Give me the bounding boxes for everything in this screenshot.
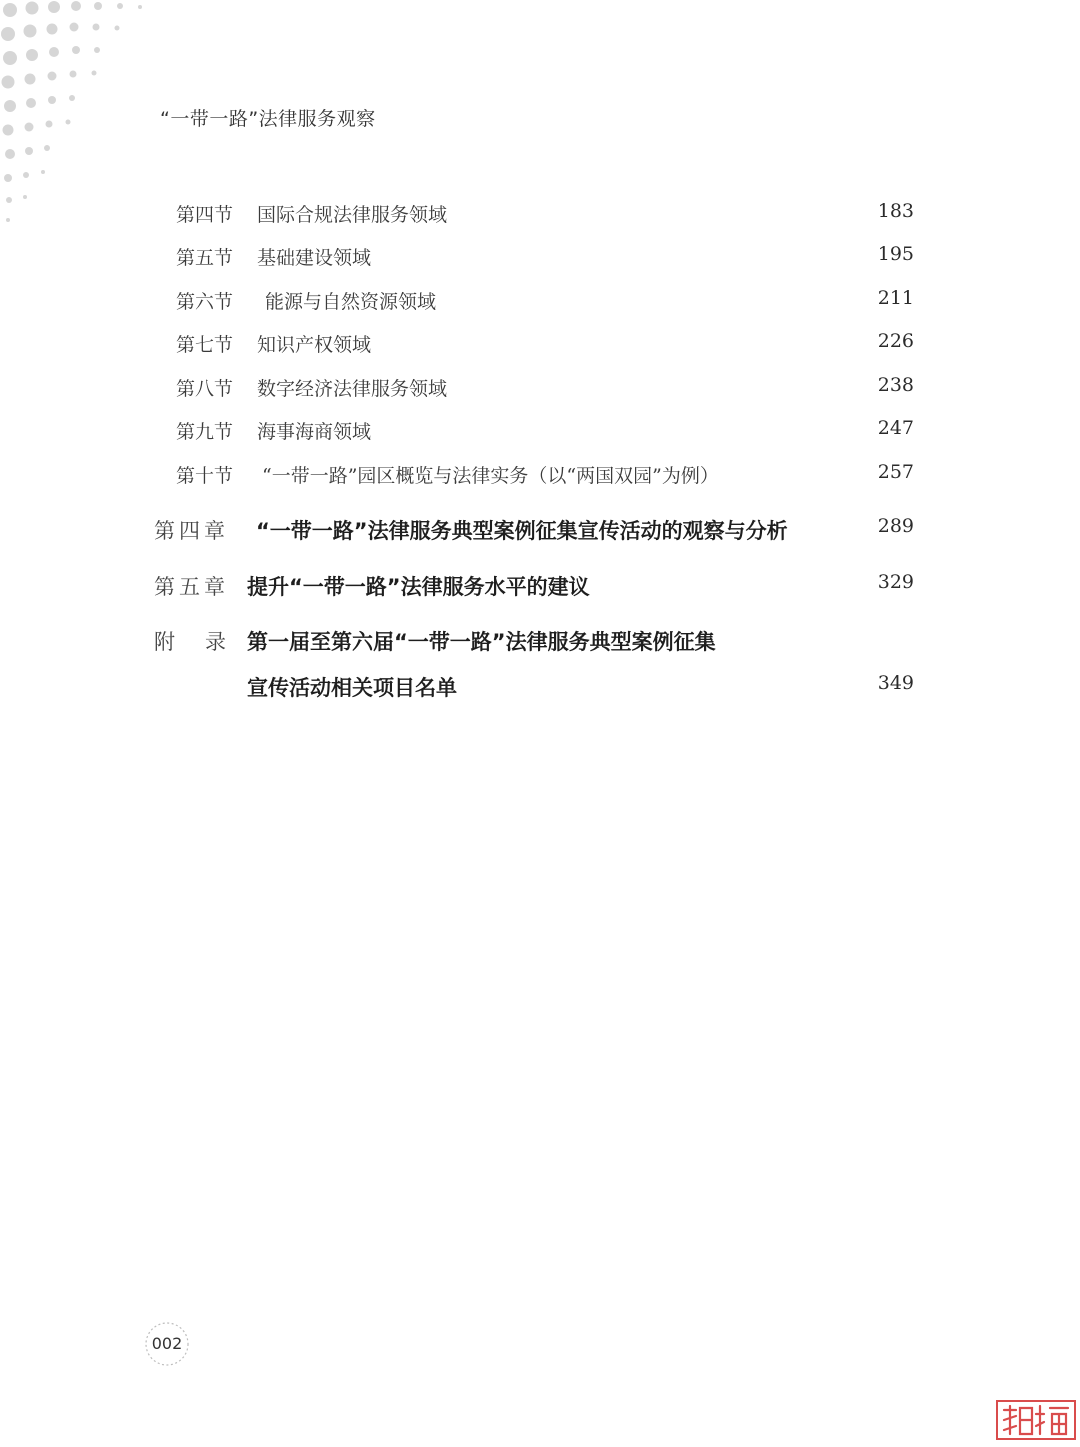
toc-appendix-row[interactable] [0, 626, 1080, 662]
page-number: 289 [877, 515, 914, 537]
chapter-label: 第四章 [154, 519, 229, 543]
section-label: 第四节 [176, 204, 234, 226]
watermark-seal-icon [996, 1400, 1076, 1440]
page-number: 211 [877, 287, 914, 309]
toc-section-row[interactable] [0, 417, 1080, 453]
section-title: “一带一路”园区概览与法律实务（以“两国双园”为例） [262, 465, 719, 487]
section-label: 第九节 [176, 421, 234, 443]
appendix-label: 附录 [154, 630, 256, 654]
running-header-title: “一带一路”法律服务观察 [160, 108, 376, 130]
appendix-title-line2: 宣传活动相关项目名单 [247, 676, 457, 700]
section-label: 第七节 [176, 334, 234, 356]
appendix-title-line1: 第一届至第六届“一带一路”法律服务典型案例征集 [247, 630, 716, 654]
page-folio [143, 1320, 191, 1368]
section-title: 能源与自然资源领域 [265, 291, 437, 313]
toc-section-row[interactable] [0, 330, 1080, 366]
folio-page-number: 002 [151, 1334, 183, 1353]
section-label: 第八节 [176, 378, 234, 400]
chapter-title: 提升“一带一路”法律服务水平的建议 [247, 575, 590, 599]
page-number: 183 [877, 200, 914, 222]
section-label: 第十节 [176, 465, 234, 487]
page-number: 226 [877, 330, 914, 352]
chapter-label: 第五章 [154, 575, 229, 599]
page-number: 195 [877, 243, 914, 265]
section-title: 海事海商领域 [257, 421, 372, 443]
page-number: 247 [877, 417, 914, 439]
toc-section-row[interactable] [0, 287, 1080, 323]
toc-chapter-row[interactable] [0, 571, 1080, 607]
toc-chapter-row[interactable] [0, 515, 1080, 551]
page-number: 238 [877, 374, 914, 396]
section-title: 数字经济法律服务领域 [257, 378, 448, 400]
section-label: 第五节 [176, 247, 234, 269]
page-number: 257 [877, 461, 914, 483]
page-number: 349 [877, 672, 914, 694]
section-label: 第六节 [176, 291, 234, 313]
toc-appendix-row-continued[interactable] [0, 672, 1080, 708]
section-title: 知识产权领域 [257, 334, 372, 356]
section-title: 基础建设领域 [257, 247, 372, 269]
toc-section-row[interactable] [0, 374, 1080, 410]
section-title: 国际合规法律服务领域 [257, 204, 448, 226]
toc-section-row[interactable] [0, 200, 1080, 236]
page-number: 329 [877, 571, 914, 593]
toc-section-row[interactable] [0, 243, 1080, 279]
chapter-title: “一带一路”法律服务典型案例征集宣传活动的观察与分析 [256, 519, 788, 543]
toc-section-row[interactable] [0, 461, 1080, 497]
